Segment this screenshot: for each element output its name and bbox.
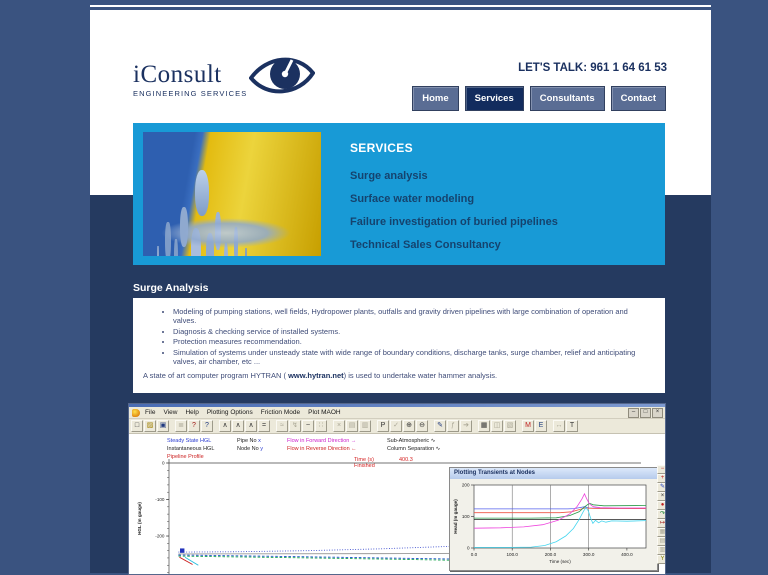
banner-service-item-3[interactable]: Failure investigation of buried pipelines	[350, 216, 558, 228]
logo-name: iConsult	[133, 61, 222, 88]
side-toolbar-button: ▤	[657, 537, 665, 546]
svg-text:200.0: 200.0	[544, 552, 557, 557]
toolbar-button: ➔	[460, 420, 472, 432]
logo[interactable]	[133, 48, 315, 109]
nav-button-consultants[interactable]: Consultants	[530, 86, 605, 111]
services-banner	[133, 123, 665, 265]
surge-bullet: • Protection measures recommendation.	[173, 337, 651, 346]
svg-text:-200: -200	[155, 533, 165, 539]
toolbar-button[interactable]: E	[535, 420, 547, 432]
minimize-button[interactable]: –	[628, 408, 639, 418]
toolbar-button: ◫	[491, 420, 503, 432]
app-toolbar	[129, 419, 665, 434]
svg-text:0: 0	[161, 460, 165, 466]
svg-text:0.0: 0.0	[470, 552, 478, 557]
toolbar-button: ×	[333, 420, 345, 432]
menu-friction-mode[interactable]: Friction Mode	[260, 409, 301, 416]
toolbar-button: ↯	[289, 420, 301, 432]
status-time-value: 400.3	[399, 457, 413, 463]
svg-text:0: 0	[466, 545, 470, 551]
toolbar-button: ▧	[504, 420, 516, 432]
toolbar-button: ≣	[175, 420, 187, 432]
toolbar-button: ✓	[390, 420, 402, 432]
logo-text	[133, 62, 247, 98]
toolbar-button[interactable]: ?	[201, 420, 213, 432]
app-side-toolbar	[657, 465, 665, 574]
svg-text:100: 100	[461, 514, 470, 520]
toolbar-button[interactable]: ▦	[478, 420, 490, 432]
menu-view[interactable]: View	[163, 409, 178, 416]
surge-bullet: • Modeling of pumping stations, well fields, Hydropower plants, outfalls and gravity driven pipelines with large combination of operation and valves.	[173, 307, 651, 325]
main-nav	[412, 86, 666, 111]
side-toolbar-button: ▥	[657, 546, 665, 555]
eye-logo-icon	[249, 48, 315, 109]
footer-post: ) is used to undertake water hammer analysis.	[343, 370, 498, 380]
toolbar-button[interactable]: ∧	[232, 420, 244, 432]
side-toolbar-button[interactable]: ●	[657, 501, 665, 510]
side-toolbar-button[interactable]: ×	[657, 492, 665, 501]
menu-plot-maoh[interactable]: Plot MAOH	[308, 409, 341, 416]
toolbar-button[interactable]: ⊖	[416, 420, 428, 432]
legend-cell: Flow in Forward Direction →	[287, 438, 357, 444]
toolbar-button: ↔	[553, 420, 565, 432]
app-icon	[132, 409, 140, 417]
surge-analysis-content	[133, 298, 665, 393]
toolbar-button[interactable]: P	[377, 420, 389, 432]
banner-service-item-4[interactable]: Technical Sales Consultancy	[350, 239, 501, 251]
close-button[interactable]: ×	[652, 408, 663, 418]
svg-text:HGL (m gauge): HGL (m gauge)	[137, 502, 142, 535]
panel-title: Plotting Transients at Nodes	[450, 468, 657, 479]
surge-bullet: • Simulation of systems under unsteady state with wide range of boundary conditions, discharge tanks, surge chamber, relief and anticipating valves, air chamber, etc ...	[173, 348, 651, 366]
legend-cell: Flow in Reverse Direction ←	[287, 446, 357, 452]
svg-text:Head (m gauge): Head (m gauge)	[453, 499, 458, 534]
toolbar-button[interactable]: ~	[302, 420, 314, 432]
svg-text:300.0: 300.0	[582, 552, 595, 557]
status-finished-label: Finished	[354, 463, 375, 469]
legend-cell: Sub-Atmospheric ∿	[387, 438, 436, 444]
toolbar-button[interactable]: T	[566, 420, 578, 432]
side-toolbar-button[interactable]: ↦	[657, 519, 665, 528]
toolbar-button[interactable]: ▣	[157, 420, 169, 432]
toolbar-button[interactable]: □	[131, 420, 143, 432]
app-client-area	[129, 434, 665, 574]
side-toolbar-button[interactable]: +	[657, 474, 665, 483]
lets-talk-phone[interactable]: LET'S TALK: 961 1 64 61 53	[518, 62, 667, 74]
banner-service-list	[350, 165, 558, 257]
svg-text:Time (sec): Time (sec)	[549, 559, 571, 564]
banner-title: SERVICES	[350, 141, 413, 155]
menu-help[interactable]: Help	[185, 409, 199, 416]
status-time-label: Time (s)	[354, 457, 374, 463]
legend-cell: Pipeline Profile	[167, 454, 204, 460]
menu-file[interactable]: File	[145, 409, 156, 416]
nav-button-contact[interactable]: Contact	[611, 86, 666, 111]
transients-chart	[450, 479, 657, 570]
water-splash-image	[143, 132, 321, 256]
toolbar-button[interactable]: =	[258, 420, 270, 432]
side-toolbar-button[interactable]: ✎	[657, 483, 665, 492]
toolbar-button[interactable]: ∧	[245, 420, 257, 432]
svg-text:100.0: 100.0	[506, 552, 518, 557]
legend-cell: Pipe No x	[237, 438, 261, 444]
toolbar-button[interactable]: ∧	[219, 420, 231, 432]
hytran-app-window	[128, 403, 666, 575]
footer-pre: A state of art computer program HYTRAN (	[143, 370, 289, 380]
content-column	[90, 0, 711, 573]
banner-service-item-2[interactable]: Surface water modeling	[350, 193, 475, 205]
toolbar-button: ƒ	[447, 420, 459, 432]
nav-button-services[interactable]: Services	[465, 86, 524, 111]
legend-cell: Node No y	[237, 446, 263, 452]
legend-cell: Instantaneous HGL	[167, 446, 215, 452]
surge-footer-text	[143, 371, 651, 380]
svg-text:200: 200	[461, 482, 470, 488]
toolbar-button[interactable]: ?	[188, 420, 200, 432]
plotting-transients-panel[interactable]	[449, 467, 658, 571]
logo-tagline: ENGINEERING SERVICES	[133, 89, 248, 98]
surge-bullet-list	[147, 307, 651, 366]
svg-text:400.0: 400.0	[621, 552, 633, 557]
svg-text:-100: -100	[155, 497, 165, 503]
toolbar-button[interactable]: ⊕	[403, 420, 415, 432]
side-toolbar-button: ▦	[657, 528, 665, 537]
app-menubar	[129, 407, 665, 419]
window-controls	[628, 408, 663, 418]
hytran-link[interactable]: www.hytran.net	[288, 370, 344, 380]
toolbar-button: ∷	[315, 420, 327, 432]
banner-service-item-1[interactable]: Surge analysis	[350, 170, 428, 182]
nav-button-home[interactable]: Home	[412, 86, 458, 111]
surge-bullet: • Diagnosis & checking service of installed systems.	[173, 327, 651, 336]
surge-analysis-heading: Surge Analysis	[133, 282, 209, 294]
toolbar-button[interactable]: ▨	[144, 420, 156, 432]
side-toolbar-button[interactable]: ↷	[657, 510, 665, 519]
side-toolbar-button[interactable]: −	[657, 465, 665, 474]
toolbar-button[interactable]: ✎	[434, 420, 446, 432]
legend-cell: Column Separation ∿	[387, 446, 441, 452]
menu-items	[145, 409, 349, 416]
toolbar-button: ≈	[276, 420, 288, 432]
toolbar-button: ▥	[359, 420, 371, 432]
restore-button[interactable]: □	[640, 408, 651, 418]
legend-cell: Steady State HGL	[167, 438, 212, 444]
menu-plotting-options[interactable]: Plotting Options	[206, 409, 253, 416]
toolbar-button[interactable]: M	[522, 420, 534, 432]
toolbar-button: ▤	[346, 420, 358, 432]
side-toolbar-button[interactable]: Y	[657, 555, 665, 564]
